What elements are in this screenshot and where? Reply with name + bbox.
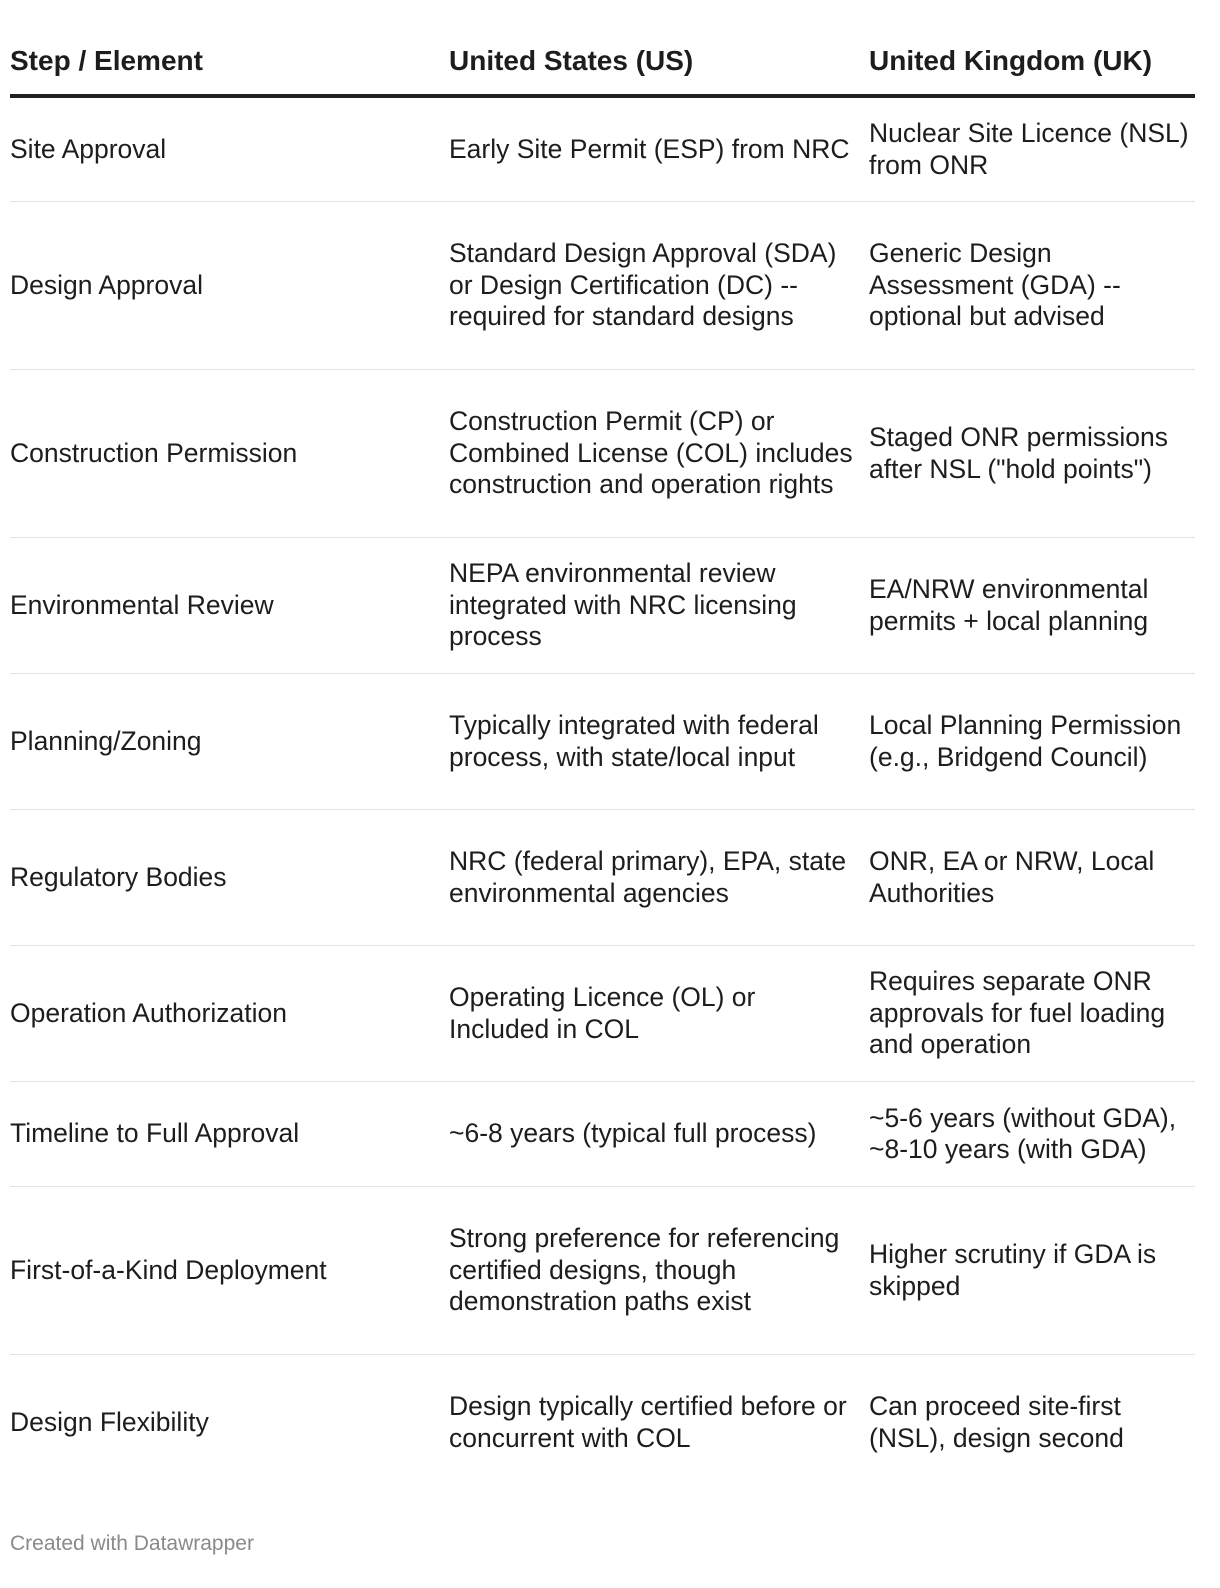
cell-element: Site Approval — [10, 96, 449, 202]
header-row — [10, 30, 1195, 96]
cell-element: Regulatory Bodies — [10, 810, 449, 946]
cell-uk: Requires separate ONR approvals for fuel loading and operation — [869, 946, 1195, 1082]
cell-uk: ~5-6 years (without GDA), ~8-10 years (with GDA) — [869, 1082, 1195, 1187]
cell-element: Operation Authorization — [10, 946, 449, 1082]
table-row — [10, 810, 1195, 946]
datawrapper-credit: Created with Datawrapper — [10, 1532, 254, 1555]
cell-uk: Higher scrutiny if GDA is skipped — [869, 1187, 1195, 1355]
cell-us: Design typically certified before or concurrent with COL — [449, 1391, 847, 1453]
cell-element: Environmental Review — [10, 538, 449, 674]
cell-uk: Nuclear Site Licence (NSL) from ONR — [869, 96, 1195, 202]
table-row — [10, 674, 1195, 810]
table-row — [10, 1187, 1195, 1355]
cell-us: ~6-8 years (typical full process) — [449, 1082, 869, 1187]
cell-uk: EA/NRW environmental permits + local planning — [869, 538, 1195, 674]
cell-element: Construction Permission — [10, 370, 449, 538]
cell-us: Construction Permit (CP) or Combined License (COL) includes construction and operation rights — [449, 370, 869, 538]
table-row — [10, 538, 1195, 674]
cell-element: Design Approval — [10, 202, 449, 370]
cell-element: Timeline to Full Approval — [10, 1082, 449, 1187]
cell-us: Standard Design Approval (SDA) or Design Certification (DC) -- required for standard designs — [449, 202, 869, 370]
cell-us: Operating Licence (OL) or Included in COL — [449, 946, 869, 1082]
table-body — [10, 96, 1195, 1491]
column-header-uk: United Kingdom (UK) — [869, 30, 1195, 96]
table-row — [10, 1355, 1195, 1491]
cell-uk: Local Planning Permission (e.g., Bridgend Council) — [869, 674, 1195, 810]
cell-us: Strong preference for referencing certified designs, though demonstration paths exist — [449, 1187, 869, 1355]
cell-element: First-of-a-Kind Deployment — [10, 1187, 449, 1355]
cell-us: NRC (federal primary), EPA, state environmental agencies — [449, 810, 869, 946]
column-header-step-element: Step / Element — [10, 30, 449, 96]
table-row — [10, 1082, 1195, 1187]
cell-uk: Can proceed site-first (NSL), design second — [869, 1391, 1124, 1453]
cell-uk: Generic Design Assessment (GDA) -- optional but advised — [869, 202, 1195, 370]
cell-us: Early Site Permit (ESP) from NRC — [449, 96, 869, 202]
table-row — [10, 96, 1195, 202]
comparison-table-container — [10, 30, 1195, 1491]
table-row — [10, 202, 1195, 370]
cell-us: NEPA environmental review integrated with NRC licensing process — [449, 538, 869, 674]
table-header — [10, 30, 1195, 96]
comparison-table — [10, 30, 1195, 1491]
cell-element: Planning/Zoning — [10, 674, 449, 810]
cell-uk: Staged ONR permissions after NSL ("hold points") — [869, 370, 1195, 538]
table-row — [10, 370, 1195, 538]
cell-us: Typically integrated with federal process, with state/local input — [449, 674, 869, 810]
cell-element: Design Flexibility — [10, 1407, 209, 1437]
table-row — [10, 946, 1195, 1082]
cell-uk: ONR, EA or NRW, Local Authorities — [869, 810, 1195, 946]
column-header-us: United States (US) — [449, 30, 869, 96]
